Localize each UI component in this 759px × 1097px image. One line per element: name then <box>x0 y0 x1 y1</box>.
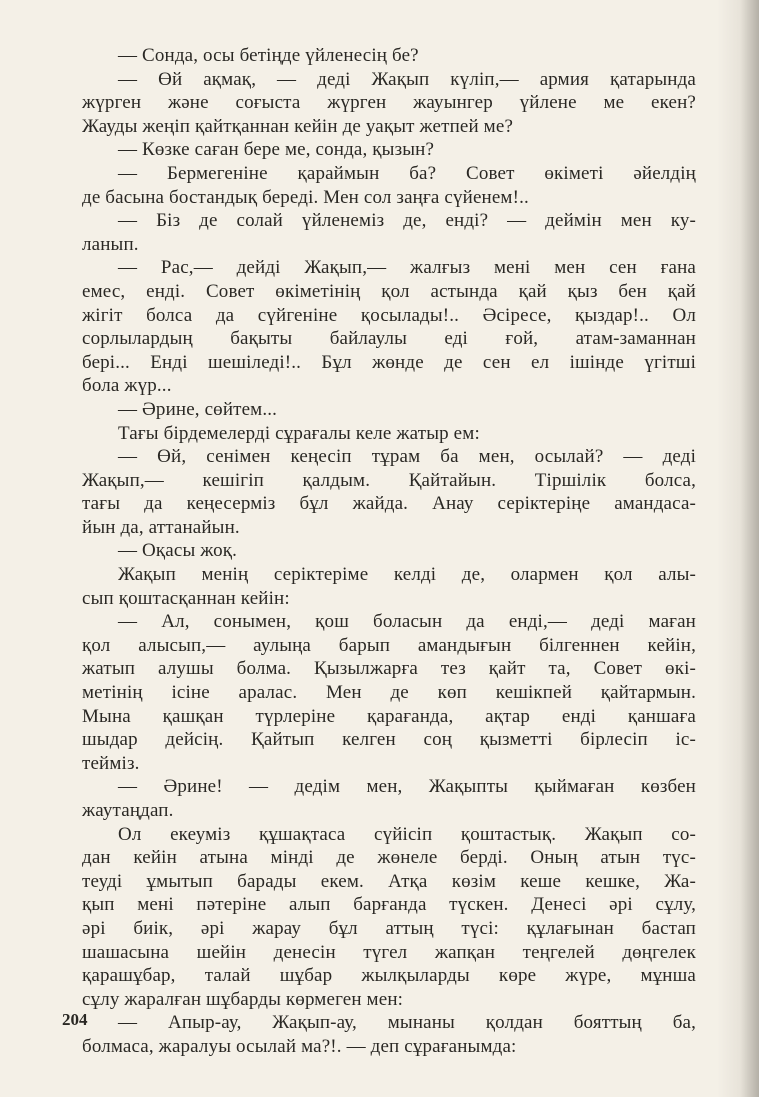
text-line: метінің ісіне аралас. Мен де көп кешікпей қайтармын. <box>82 682 696 704</box>
text-line: бері... Енді шешіледі!.. Бұл жөнде де сен ел ішінде үгітші <box>82 351 696 373</box>
text-line: тағы да кеңесерміз бұл жайда. Анау серіктеріңе амандаса- <box>82 493 696 515</box>
text-line: теуді ұмытып барады екем. Атқа көзім кеше кешке, Жа- <box>82 870 696 892</box>
text-line: — Рас,— дейді Жақып,— жалғыз мені мен сен ғана <box>118 257 696 279</box>
text-line: — Әрине! — дедім мен, Жақыпты қыймаған көзбен <box>118 776 696 798</box>
text-line: қып мені пәтеріне алып барғанда түскен. Денесі әрі сұлу, <box>82 894 696 916</box>
text-line: шашасына шейін денесін түгел жапқан теңгелей дөңгелек <box>82 941 696 963</box>
text-line: жатып алушы болма. Қызылжарға тез қайт та, Совет өкі- <box>82 658 696 680</box>
text-line: сорлылардың бақыты байлаулы еді ғой, атам-заманнан <box>82 328 696 350</box>
text-line: — Бермегеніне қараймын ба? Совет өкіметі әйелдің <box>118 162 696 184</box>
page-text <box>82 44 696 1059</box>
text-line: — Өй ақмақ, — деді Жақып күліп,— армия қатарында <box>118 68 696 90</box>
text-line: — Өй, сенімен кеңесіп тұрам ба мен, осылай? — деді <box>118 446 696 468</box>
text-line: жігіт болса да сүйгеніне қосылады!.. Әсіресе, қыздар!.. Ол <box>82 304 696 326</box>
text-line: Жауды жеңіп қайтқаннан кейін де уақыт жетпей ме? <box>82 115 514 137</box>
text-line: тейміз. <box>82 752 140 774</box>
text-line: әрі биік, әрі жарау бұл аттың түсі: құлағынан бастап <box>82 917 696 939</box>
page-edge-shadow <box>717 0 759 1097</box>
text-line: — Ал, сонымен, қош боласын да енді,— деді маған <box>118 611 696 633</box>
text-line: бола жүр... <box>82 375 172 397</box>
text-line: — Әрине, сөйтем... <box>118 398 278 420</box>
text-line: де басына бостандық береді. Мен сол заңға сүйенем!.. <box>82 186 529 208</box>
page-number: 204 <box>62 1010 88 1029</box>
text-line: сұлу жаралған шұбарды көрмеген мен: <box>82 988 404 1010</box>
text-line: — Апыр-ау, Жақып-ау, мынаны қолдан бояттың ба, <box>118 1012 696 1034</box>
text-line: қарашұбар, талай шұбар жылқыларды көре жүре, мұнша <box>82 965 696 987</box>
text-line: Мына қашқан түрлеріне қарағанда, ақтар енді қаншаға <box>82 705 696 727</box>
text-line: дан кейін атына мінді де жөнеле берді. Оның атын түс- <box>82 847 696 869</box>
text-line: Ол екеуміз құшақтаса сүйісіп қоштастық. Жақып со- <box>118 823 696 845</box>
text-line: жүрген және соғыста жүрген жауынгер үйлене ме екен? <box>82 92 696 114</box>
text-line: жаутаңдап. <box>82 800 174 821</box>
text-line: — Оқасы жоқ. <box>118 540 238 562</box>
text-line: қол алысып,— аулыңа барып амандығын білгеннен кейін, <box>82 634 696 656</box>
text-line: ланып. <box>82 233 139 255</box>
text-line: болмаса, жаралуы осылай ма?!. — деп сұрағанымда: <box>82 1035 517 1057</box>
text-line: Жақып,— кешігіп қалдым. Қайтайын. Тіршілік болса, <box>82 469 696 491</box>
text-line: сып қоштасқаннан кейін: <box>82 587 290 609</box>
text-line: — Сонда, осы бетіңде үйленесің бе? <box>118 45 419 66</box>
text-line: шыдар дейсің. Қайтып келген соң қызметті бірлесіп іс- <box>82 729 696 751</box>
text-line: — Біз де солай үйленеміз де, енді? — деймін мен ку- <box>118 210 696 232</box>
text-line: Жақып менің серіктеріме келді де, олармен қол алы- <box>118 564 696 586</box>
text-line: — Көзке саған бере ме, сонда, қызын? <box>118 139 435 161</box>
text-line: емес, енді. Совет өкіметінің қол астында қай қыз бен қай <box>82 280 696 302</box>
text-line: Тағы бірдемелерді сұрағалы келе жатыр ем: <box>118 422 480 444</box>
text-line: йын да, аттанайын. <box>82 516 240 538</box>
